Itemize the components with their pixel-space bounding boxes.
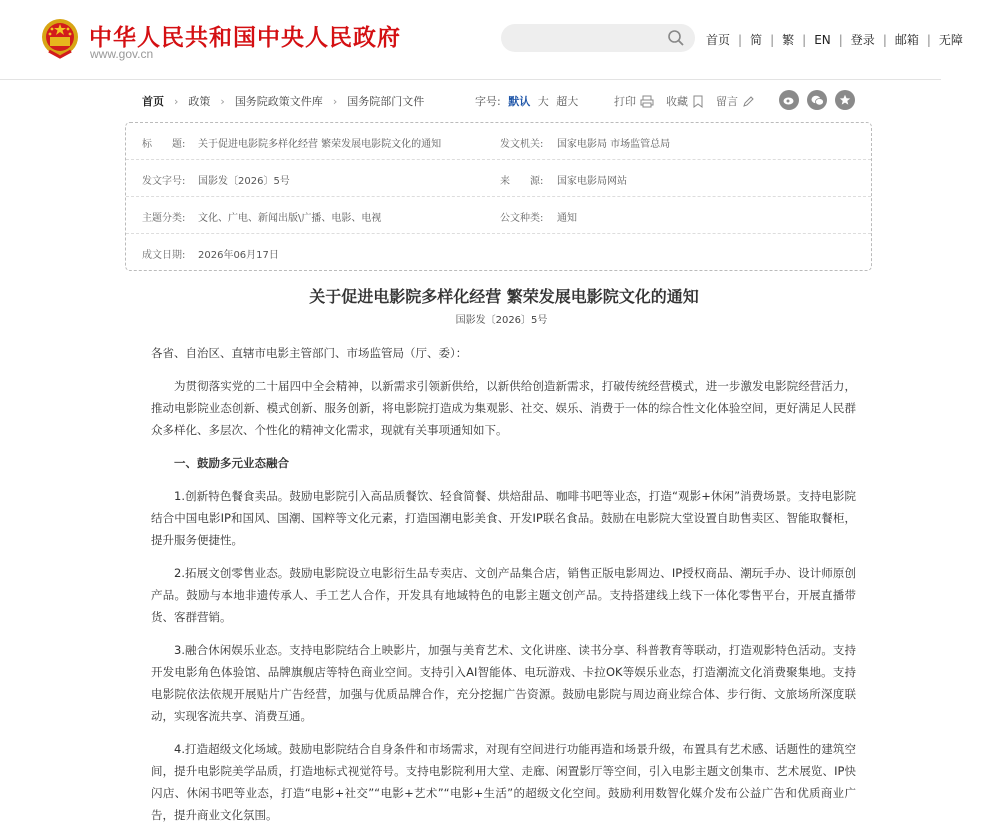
nav-separator: | (738, 32, 743, 47)
article-intro: 为贯彻落实党的二十届四中全会精神，以新需求引领新供给，以新供给创造新需求，打破传统经营模式，进一步激发电影院经营活力，推动电影院业态创新、模式创新、服务创新，将电影院打造成为集观影、社交、娱乐、消费于一体的综合性文化体验空间，更好满足人民群众多样化、多层次、个性化的精神文化需求，现就有关事项通知如下。 (151, 379, 856, 437)
info-row-number (126, 160, 871, 197)
printer-icon (640, 95, 654, 108)
wechat-icon[interactable] (807, 90, 827, 110)
article-paragraph: 3.融合休闲娱乐业态。支持电影院结合上映影片，加强与美育艺术、文化讲座、读书分享、科普教育等联动，打造观影特色活动。支持开发电影角色体验馆、品牌旗舰店等特色商业空间。支持引入AI智能体、电玩游戏、卡拉OK等娱乐业态，打造潮流文化消费聚集地。支持电影院依法依规开展贴片广告经营，加强与优质品牌合作，充分挖掘广告资源。鼓励电影院与周边商业综合体、步行街、文旅场所深度联动，实现客流共享、消费互通。 (151, 643, 856, 723)
font-size-label: 字号: (475, 95, 501, 108)
number-value: 国影发〔2026〕5号 (198, 176, 290, 187)
article-paragraph: 4.打造超级文化场域。鼓励电影院结合自身条件和市场需求，对现有空间进行功能再造和场景升级，布置具有艺术感、话题性的建筑空间，提升电影院美学品质，打造地标式视觉符号。支持电影院利用大堂、走廊、闲置影厅等空间，引入电影主题文创集市、艺术展览、IP快闪店、休闲书吧等业态，打造“电影+社交”“电影+艺术”“电影+生活”的超级文化空间。鼓励利用数智化媒介发布公益广告和优质商业广告，提升商业文化氛围。 (151, 742, 856, 822)
date-label: 成文日期: (142, 250, 186, 261)
print-label: 打印 (614, 95, 636, 108)
article-number: 国影发〔2026〕5号 (455, 315, 548, 326)
nav-separator: | (882, 32, 887, 47)
comment-button[interactable] (716, 93, 754, 109)
site-title[interactable]: 中华人民共和国中央人民政府 (89, 24, 401, 51)
star-icon[interactable] (835, 90, 855, 110)
article-paragraph: 1.创新特色餐食卖品。鼓励电影院引入高品质餐饮、轻食简餐、烘焙甜品、咖啡书吧等业态，打造“观影+休闲”消费场景。支持电影院结合中国电影IP和国风、国潮、国粹等文化元素，打造国潮电影美食、开发IP联名食品。鼓励在电影院大堂设置自助售卖区、智能取餐柜，提升服务便捷性。 (151, 489, 856, 547)
search-input[interactable] (501, 24, 695, 52)
doc-type-value: 通知 (557, 213, 577, 224)
document-info-table (125, 122, 872, 271)
font-size-xlarge[interactable]: 超大 (556, 95, 579, 108)
font-size-default[interactable]: 默认 (508, 95, 531, 108)
issuer-value: 国家电影局 市场监管总局 (557, 139, 671, 150)
nav-simplified-link[interactable]: 简 (750, 33, 763, 47)
breadcrumb-bar (142, 93, 862, 111)
bookmark-icon (692, 95, 704, 108)
nav-login-link[interactable]: 登录 (850, 33, 875, 47)
breadcrumb (142, 93, 424, 109)
nav-separator: | (926, 32, 931, 47)
nav-traditional-link[interactable]: 繁 (782, 33, 795, 47)
number-label: 发文字号: (142, 176, 186, 187)
font-size-large[interactable]: 大 (537, 95, 549, 108)
title-value: 关于促进电影院多样化经营 繁荣发展电影院文化的通知 (198, 139, 442, 150)
nav-accessibility-link[interactable]: 无障 (938, 33, 963, 47)
info-row-date (126, 234, 871, 271)
favorite-label: 收藏 (666, 95, 688, 108)
font-size-selector (475, 93, 582, 109)
share-buttons (779, 90, 863, 110)
article-paragraph: 2.拓展文创零售业态。鼓励电影院设立电影衍生品专卖店、文创产品集合店，销售正版电影周边、IP授权商品、潮玩手办、设计师原创产品。鼓励与本地非遗传承人、手工艺人合作，开发具有地域特色的电影主题文创产品。支持搭建线上线下一体化零售平台，开展直播带货、客群营销。 (151, 566, 856, 624)
article-greeting: 各省、自治区、直辖市电影主管部门、市场监管局（厅、委）： (151, 346, 468, 360)
source-label: 来 源: (500, 176, 544, 187)
source-value: 国家电影局网站 (557, 176, 627, 187)
article-body (151, 342, 856, 837)
topic-value: 文化、广电、新闻出版\广播、电影、电视 (198, 213, 382, 224)
issuer-label: 发文机关: (500, 139, 544, 150)
pencil-icon (742, 95, 754, 108)
chevron-right-icon: › (220, 94, 225, 108)
article-title: 关于促进电影院多样化经营 繁荣发展电影院文化的通知 (309, 287, 699, 306)
nav-separator: | (838, 32, 843, 47)
breadcrumb-department-docs[interactable]: 国务院部门文件 (347, 95, 425, 108)
nav-mailbox-link[interactable]: 邮箱 (894, 33, 919, 47)
nav-separator: | (770, 32, 775, 47)
breadcrumb-home[interactable]: 首页 (142, 95, 164, 108)
nav-separator: | (802, 32, 807, 47)
top-nav (706, 31, 963, 48)
favorite-button[interactable] (666, 93, 704, 109)
date-value: 2026年06月17日 (198, 250, 279, 261)
nav-home-link[interactable]: 首页 (706, 33, 731, 47)
info-row-title (126, 123, 871, 160)
chevron-right-icon: › (174, 94, 179, 108)
breadcrumb-policy-library[interactable]: 国务院政策文件库 (234, 95, 323, 108)
breadcrumb-policy[interactable]: 政策 (188, 95, 211, 108)
topic-label: 主题分类: (142, 213, 186, 224)
search-icon[interactable] (667, 29, 685, 47)
site-header (0, 0, 963, 80)
info-row-topic (126, 197, 871, 234)
print-button[interactable] (614, 93, 654, 109)
comment-label: 留言 (716, 95, 738, 108)
title-label: 标 题: (142, 139, 186, 150)
chevron-right-icon: › (332, 94, 338, 108)
nav-english-link[interactable]: EN (814, 32, 831, 47)
weibo-icon[interactable] (779, 90, 799, 110)
doc-type-label: 公文种类: (500, 213, 544, 224)
article-tools (614, 93, 766, 109)
national-emblem-icon[interactable] (41, 17, 79, 59)
section-heading: 一、鼓励多元业态融合 (174, 456, 289, 470)
site-url: www.gov.cn (90, 47, 154, 61)
